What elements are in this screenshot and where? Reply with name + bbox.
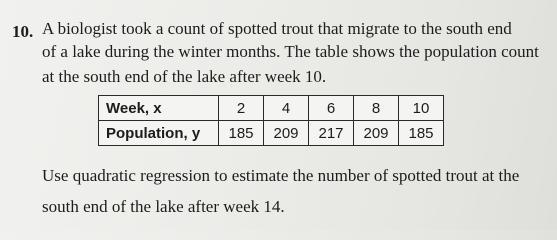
week-cell: 4	[264, 96, 309, 121]
table-row-week	[99, 96, 444, 121]
week-cell: 2	[219, 96, 264, 121]
row-header-week: Week, x	[99, 96, 219, 121]
population-cell: 185	[219, 121, 264, 146]
week-cell: 10	[399, 96, 444, 121]
problem-text-line-3: at the south end of the lake after week 10.	[42, 67, 327, 86]
population-cell: 217	[309, 121, 354, 146]
population-cell: 185	[399, 121, 444, 146]
week-cell: 6	[309, 96, 354, 121]
data-table	[98, 95, 444, 146]
problem-number: 10.	[12, 22, 34, 41]
week-cell: 8	[354, 96, 399, 121]
problem-text-line-2: of a lake during the winter months. The table shows the population count	[42, 42, 539, 61]
question-text-line-2: south end of the lake after week 14.	[42, 197, 285, 216]
problem-text-line-1: A biologist took a count of spotted trout that migrate to the south end	[42, 19, 512, 38]
population-cell: 209	[354, 121, 399, 146]
question-text-line-1: Use quadratic regression to estimate the number of spotted trout at the	[42, 166, 520, 185]
population-cell: 209	[264, 121, 309, 146]
table-row-population	[99, 121, 444, 146]
row-header-population: Population, y	[99, 121, 219, 146]
